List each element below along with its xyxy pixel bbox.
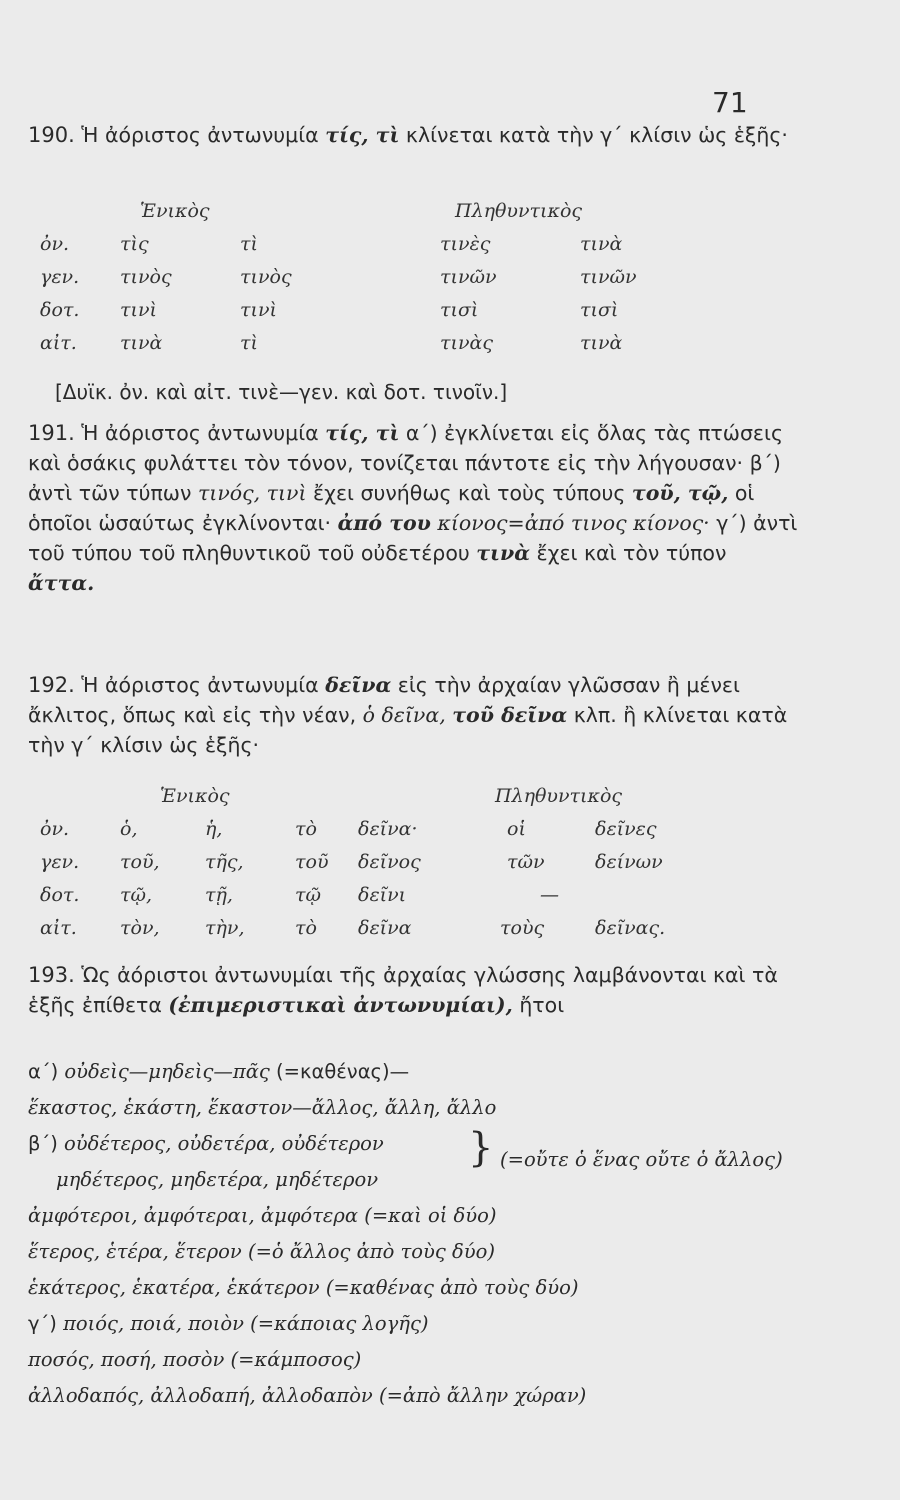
term: κίονος=ἀπό τινος κίονος· <box>437 511 710 535</box>
cell: τινὸς <box>240 266 292 288</box>
cell: τισὶ <box>580 299 619 321</box>
list-item <box>28 1276 828 1312</box>
table-row <box>40 818 780 851</box>
cell: τοῦ, <box>120 851 160 873</box>
case-label: ὀν. <box>40 818 70 840</box>
table-row <box>40 851 780 884</box>
cell: τινὰς <box>440 332 493 354</box>
term: ἕκαστος, ἑκάστη, ἕκαστον—ἄλλος, ἄλλη, ἄλλο <box>28 1096 497 1119</box>
term: τίς, τὶ <box>325 123 400 147</box>
list-item <box>28 1204 828 1240</box>
text: γ΄) ἀντὶ τοῦ τύπου τοῦ πληθυντικοῦ τοῦ οὐδετέρου <box>28 511 798 565</box>
gloss: (=καθένας)— <box>276 1060 410 1083</box>
list-item <box>28 1384 828 1420</box>
term: ποσός, ποσή, ποσὸν (=κάμποσος) <box>28 1348 362 1371</box>
cell: τῶν <box>507 851 545 873</box>
term: τινὰ <box>476 541 530 565</box>
table-header <box>40 200 780 233</box>
term: ἀπό του <box>337 511 431 535</box>
paragraph-190 <box>28 120 798 150</box>
case-label: ὀν. <box>40 233 70 255</box>
cell: δεῖνα <box>358 917 412 939</box>
cell: τινῶν <box>440 266 497 288</box>
text: Ἡ ἀόριστος ἀντωνυμία <box>81 673 319 697</box>
cell: τισὶ <box>440 299 479 321</box>
text: οἱ ὁποῖοι ὡσαύτως ἐγκλίνονται· <box>28 481 755 535</box>
paragraph-193 <box>28 960 798 1020</box>
cell: δεῖνες <box>595 818 657 840</box>
header-singular: Ἑνικὸς <box>140 200 210 222</box>
cell: τινὰ <box>580 332 623 354</box>
term: μηδέτερος, μηδετέρα, μηδέτερον <box>56 1168 379 1191</box>
cell: τινὲς <box>440 233 491 255</box>
page-number: 71 <box>712 86 748 119</box>
list-item <box>28 1240 828 1276</box>
cell: τὶ <box>240 332 258 354</box>
term: ἕτερος, ἑτέρα, ἕτερον (=ὁ ἄλλος ἀπὸ τοὺς δύο) <box>28 1240 495 1263</box>
cell: ἡ, <box>205 818 223 840</box>
cell: δεῖνας. <box>595 917 666 939</box>
term: τινός, τινὶ <box>197 481 307 505</box>
list-label: α΄) <box>28 1060 59 1083</box>
list-item <box>28 1096 828 1132</box>
case-label: γεν. <box>40 266 80 288</box>
table-header <box>40 785 780 818</box>
cell: δεῖνι <box>358 884 407 906</box>
table-row <box>40 299 780 332</box>
cell: τὸ <box>295 818 317 840</box>
table-row <box>40 332 780 365</box>
case-label: αἰτ. <box>40 917 77 939</box>
cell: τοὺς <box>500 917 545 939</box>
cell: τὸν, <box>120 917 160 939</box>
cell: τινὰ <box>580 233 623 255</box>
cell: τὴν, <box>205 917 245 939</box>
list-item <box>28 1060 828 1096</box>
term: ἀλλοδαπός, ἀλλοδαπή, ἀλλοδαπὸν (=ἀπὸ ἄλλην χώραν) <box>28 1384 587 1407</box>
section-number: 190. <box>28 123 75 147</box>
text: Ἡ ἀόριστος ἀντωνυμία <box>81 123 319 147</box>
cell: τῷ, <box>120 884 153 906</box>
term: δεῖνα <box>325 673 392 697</box>
list-item <box>28 1168 828 1204</box>
section-number: 191. <box>28 421 75 445</box>
cell: δεῖνα· <box>358 818 418 840</box>
cell: τινὰ <box>120 332 163 354</box>
section-number: 193. <box>28 963 75 987</box>
term: τίς, τὶ <box>325 421 400 445</box>
table-row <box>40 266 780 299</box>
cell: τινὸς <box>120 266 172 288</box>
text: α΄) ἐγκλίνεται εἰς ὅλας τὰς πτώσεις καὶ ὁσάκις φυλάττει τὸν τόνον, τονίζεται πάντοτε εἰς τὴν λήγουσαν· β΄) ἀντὶ τῶν τύπων <box>28 421 783 505</box>
term: οὐδέτερος, οὐδετέρα, οὐδέτερον <box>64 1132 384 1155</box>
term: ὁ δεῖνα, <box>362 703 446 727</box>
gloss: (=οὔτε ὁ ἕνας οὔτε ὁ ἄλλος) <box>500 1148 783 1171</box>
cell: οἱ <box>507 818 526 840</box>
table-row <box>40 233 780 266</box>
term: οὐδεὶς—μηδεὶς—πᾶς <box>64 1060 270 1083</box>
declension-table-tis <box>40 200 780 365</box>
cell: δεῖνος <box>358 851 421 873</box>
term: ἑκάτερος, ἑκατέρα, ἑκάτερον (=καθένας ἀπὸ τοὺς δύο) <box>28 1276 579 1299</box>
cell: τινῶν <box>580 266 637 288</box>
cell: τινὶ <box>240 299 277 321</box>
cell: τὶς <box>120 233 149 255</box>
cell: τῇ, <box>205 884 233 906</box>
cell: τῷ <box>295 884 322 906</box>
term: ἀμφότεροι, ἀμφότεραι, ἀμφότερα (=καὶ οἱ δύο) <box>28 1204 497 1227</box>
case-label: δοτ. <box>40 299 80 321</box>
cell: τῆς, <box>205 851 244 873</box>
cell: τὶ <box>240 233 258 255</box>
declension-table-deina <box>40 785 780 950</box>
term: (ἐπιμεριστικαὶ ἀντωνυμίαι), <box>168 993 513 1017</box>
header-plural: Πληθυντικὸς <box>455 200 583 222</box>
text: Ἡ ἀόριστος ἀντωνυμία <box>81 421 319 445</box>
brace-icon: } <box>468 1125 494 1171</box>
case-label: γεν. <box>40 851 80 873</box>
list-item <box>28 1312 828 1348</box>
list-label: β΄) <box>28 1132 58 1155</box>
case-label: δοτ. <box>40 884 80 906</box>
dual-note: [Δυϊκ. ὀν. καὶ αἰτ. τινὲ—γεν. καὶ δοτ. τινοῖν.] <box>55 380 508 404</box>
paragraph-191 <box>28 418 798 598</box>
table-row <box>40 917 780 950</box>
case-label: αἰτ. <box>40 332 77 354</box>
table-row <box>40 884 780 917</box>
cell: τὸ <box>295 917 317 939</box>
list-item <box>28 1348 828 1384</box>
text: κλίνεται κατὰ τὴν γ΄ κλίσιν ὡς ἑξῆς· <box>405 123 788 147</box>
term: ποιός, ποιά, ποιὸν (=κάποιας λογῆς) <box>63 1312 429 1335</box>
text: ἔχει συνήθως καὶ τοὺς τύπους <box>313 481 626 505</box>
cell: τοῦ <box>295 851 329 873</box>
cell: τινὶ <box>120 299 157 321</box>
list-item <box>28 1125 828 1171</box>
paragraph-192 <box>28 670 798 760</box>
cell: ὁ, <box>120 818 138 840</box>
text: ἤτοι <box>519 993 565 1017</box>
text: κλπ. ἢ κλίνεται κατὰ τὴν γ΄ κλίσιν ὡς ἑξῆς· <box>28 703 788 757</box>
adjective-list <box>28 1060 828 1420</box>
cell: — <box>540 884 559 906</box>
cell: δείνων <box>595 851 663 873</box>
text: εἰς τὴν ἀρχαίαν γλῶσσαν ἢ μένει ἄκλιτος, ὅπως καὶ εἰς τὴν νέαν, <box>28 673 740 727</box>
section-number: 192. <box>28 673 75 697</box>
list-label: γ΄) <box>28 1312 57 1335</box>
header-singular: Ἑνικὸς <box>160 785 230 807</box>
header-plural: Πληθυντικὸς <box>495 785 623 807</box>
text: Ὡς ἀόριστοι ἀντωνυμίαι τῆς ἀρχαίας γλώσσης λαμβάνονται καὶ τὰ ἑξῆς ἐπίθετα <box>28 963 778 1017</box>
text: ἔχει καὶ τὸν τύπον <box>536 541 727 565</box>
term: τοῦ, τῷ, <box>631 481 729 505</box>
term: τοῦ δεῖνα <box>452 703 568 727</box>
term: ἄττα. <box>28 571 95 595</box>
